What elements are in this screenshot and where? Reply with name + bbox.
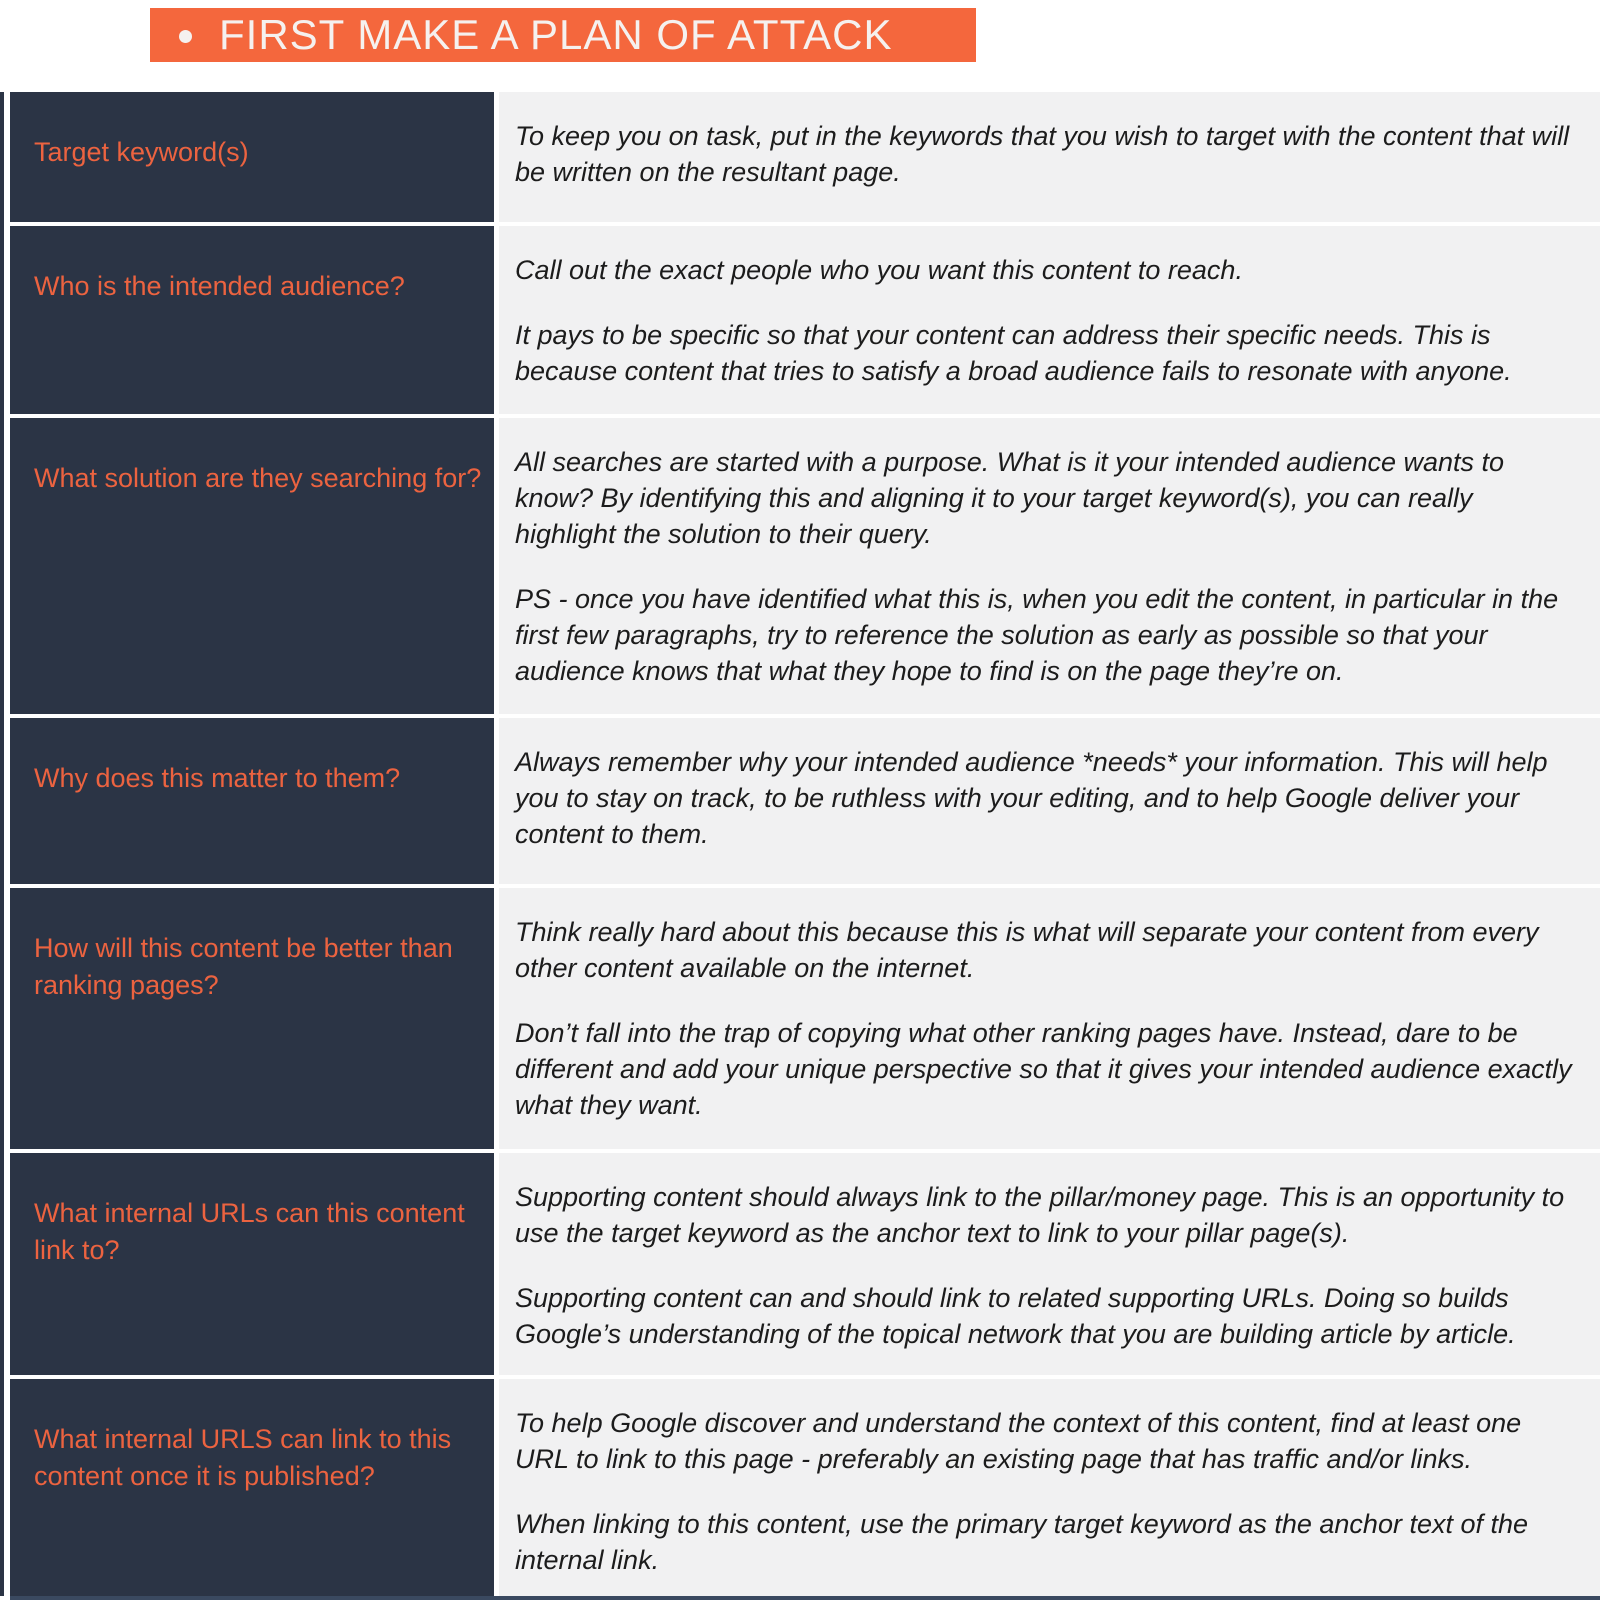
answer-paragraph: Don’t fall into the trap of copying what other ranking pages have. Instead, dare to be different and add your unique perspective so that it gives your intended audience exactly what they want. <box>515 1018 1572 1120</box>
answer-cell <box>499 418 1600 714</box>
table-bottom-border <box>10 1596 1600 1600</box>
answer-paragraph: PS - once you have identified what this is, when you edit the content, in particular in the first few paragraphs, try to reference the solution as early as possible so that your audience knows that what they hope to find is on the page they’re on. <box>515 584 1559 686</box>
table-row <box>10 1379 1600 1596</box>
answer-cell <box>499 888 1600 1149</box>
question-cell: What internal URLs can this content link to? <box>10 1153 494 1375</box>
table-row <box>10 888 1600 1149</box>
plan-table <box>10 92 1600 1596</box>
table-row <box>10 418 1600 714</box>
answer-paragraph: All searches are started with a purpose. What is it your intended audience wants to know? By identifying this and aligning it to your target keyword(s), you can really highlight the solution to their query. <box>515 447 1505 549</box>
answer-paragraph: Supporting content can and should link to related supporting URLs. Doing so builds Google’s understanding of the topical network that you are building article by article. <box>515 1283 1516 1349</box>
answer-paragraph: To help Google discover and understand the context of this content, find at least one URL to link to this page - preferably an existing page that has traffic and/or links. <box>515 1408 1522 1474</box>
answer-paragraph: Supporting content should always link to the pillar/money page. This is an opportunity to use the target keyword as the anchor text to link to your pillar page(s). <box>515 1182 1565 1248</box>
plan-table-wrap <box>0 92 1600 1600</box>
table-row <box>10 718 1600 884</box>
answer-paragraph: Think really hard about this because this is what will separate your content from every other content available on the internet. <box>515 917 1539 983</box>
answer-cell <box>499 1153 1600 1375</box>
question-cell: How will this content be better than ranking pages? <box>10 888 494 1149</box>
question-cell: What solution are they searching for? <box>10 418 494 714</box>
question-cell: What internal URLS can link to this content once it is published? <box>10 1379 494 1596</box>
question-cell: Target keyword(s) <box>10 92 494 222</box>
answer-paragraph: To keep you on task, put in the keywords that you wish to target with the content that will be written on the resultant page. <box>515 121 1570 187</box>
answer-paragraph: Call out the exact people who you want this content to reach. <box>515 255 1243 285</box>
question-cell: Who is the intended audience? <box>10 226 494 414</box>
answer-cell <box>499 226 1600 414</box>
table-row <box>10 1153 1600 1375</box>
answer-paragraph: When linking to this content, use the primary target keyword as the anchor text of the internal link. <box>515 1509 1529 1575</box>
title-banner <box>150 8 976 62</box>
answer-cell <box>499 718 1600 884</box>
answer-cell <box>499 1379 1600 1596</box>
answer-paragraph: It pays to be specific so that your content can address their specific needs. This is because content that tries to satisfy a broad audience fails to resonate with anyone. <box>515 320 1512 386</box>
table-row <box>10 92 1600 222</box>
question-cell: Why does this matter to them? <box>10 718 494 884</box>
page-title: FIRST MAKE A PLAN OF ATTACK <box>219 11 893 58</box>
answer-paragraph: Always remember why your intended audience *needs* your information. This will help you to stay on track, to be ruthless with your editing, and to help Google deliver your content to them. <box>515 747 1548 849</box>
answer-cell <box>499 92 1600 222</box>
bullet-icon <box>179 30 192 43</box>
table-row <box>10 226 1600 414</box>
